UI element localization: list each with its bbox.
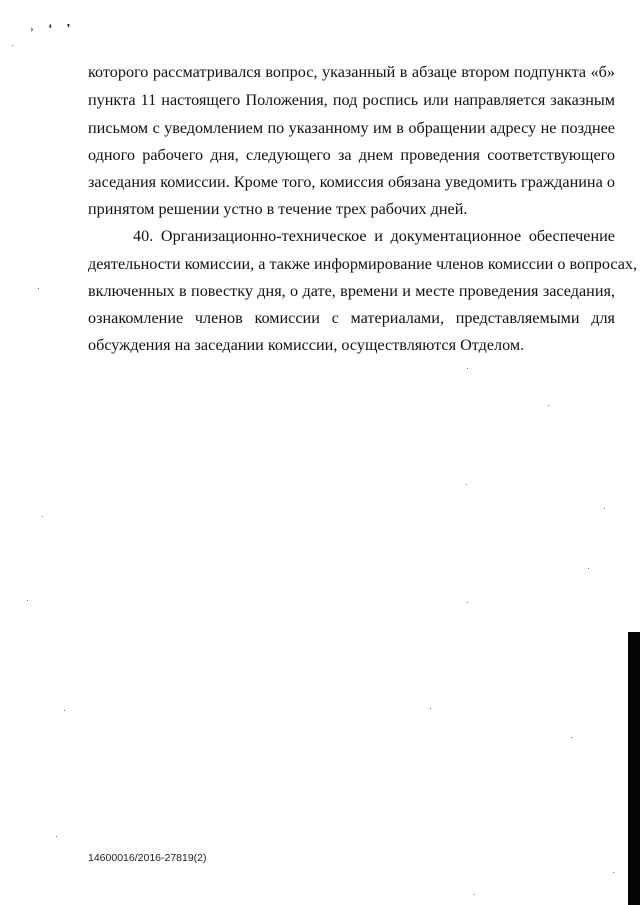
text-line: деятельности комиссии, а также информирование членов комиссии о вопросах, xyxy=(88,255,638,273)
scan-speck xyxy=(548,405,549,406)
scan-speck xyxy=(38,288,39,289)
scan-speck xyxy=(56,836,57,837)
text-line: заседания комиссии. Кроме того, комиссия обязана уведомить гражданина о xyxy=(88,173,615,191)
scan-speck xyxy=(571,737,572,738)
document-code: 14600016/2016-27819(2) xyxy=(88,852,207,864)
text-line: которого рассматривался вопрос, указанный в абзаце втором подпункта «б» xyxy=(88,63,615,81)
text-line: письмом с уведомлением по указанному им в обращении адресу не позднее xyxy=(88,119,615,137)
scan-speck xyxy=(12,45,13,46)
text-line: пункта 11 настоящего Положения, под роспись или направляется заказным xyxy=(88,91,615,109)
text-line: ознакомление членов комиссии с материалами, представляемыми для xyxy=(88,309,615,327)
paragraph-40-first-line: 40. Организационно-техническое и документационное обеспечение xyxy=(133,227,615,245)
scan-speck xyxy=(64,710,65,711)
scan-speck xyxy=(466,484,467,485)
scan-marks: › ❛ ❜ xyxy=(30,23,77,35)
text-line: одного рабочего дня, следующего за днем проведения соответствующего xyxy=(88,146,615,164)
scan-edge-shadow xyxy=(628,632,640,905)
scan-speck xyxy=(588,568,589,569)
text-line: обсуждения на заседании комиссии, осуществляются Отделом. xyxy=(88,336,525,354)
scan-speck xyxy=(467,602,468,603)
scan-speck xyxy=(474,894,475,895)
scan-speck xyxy=(430,708,431,709)
scan-speck xyxy=(467,368,468,369)
text-line: включенных в повестку дня, о дате, времени и месте проведения заседания, xyxy=(88,282,615,300)
scan-speck xyxy=(27,600,28,601)
text-line: принятом решении устно в течение трех рабочих дней. xyxy=(88,200,468,218)
scan-speck xyxy=(613,872,614,873)
scan-speck xyxy=(42,516,43,517)
scan-speck xyxy=(604,508,605,509)
